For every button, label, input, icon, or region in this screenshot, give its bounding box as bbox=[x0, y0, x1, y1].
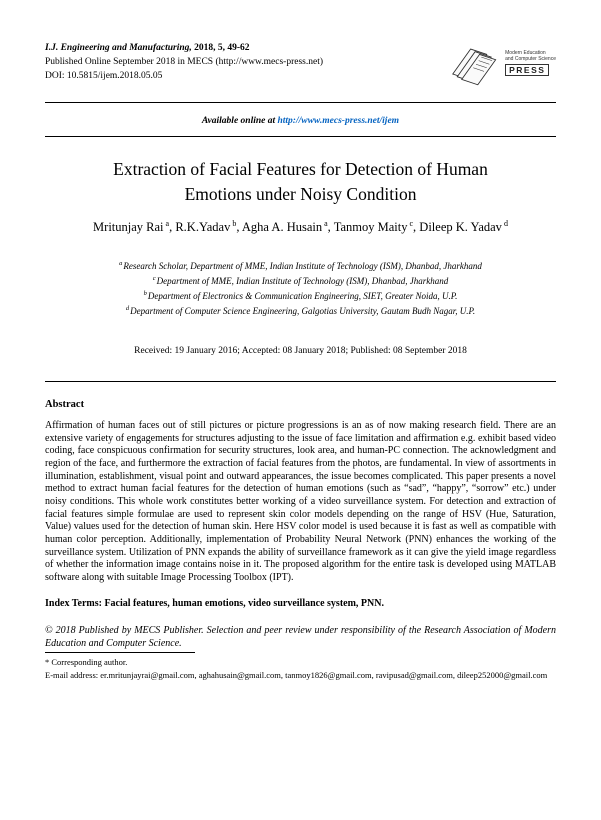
email-list: er.mritunjayrai@gmail.com, aghahusain@gmail.com, tanmoy1826@gmail.com, ravipusad@gmail.com, dileep252000@gmail.com bbox=[98, 670, 548, 680]
author: Tanmoy Maity $^c$, bbox=[333, 219, 417, 235]
journal-name: I.J. Engineering and Manufacturing, bbox=[45, 43, 192, 53]
logo-name-line2: and Computer Science bbox=[505, 56, 556, 62]
abstract-heading: Abstract bbox=[45, 398, 85, 410]
index-terms-label: Index Terms: bbox=[45, 597, 102, 609]
author-affiliation-mark: a bbox=[324, 219, 328, 228]
affiliations-block bbox=[45, 259, 556, 319]
logo-name-line1: Modern Education bbox=[505, 50, 546, 56]
journal-issue: 2018, 5, 49-62 bbox=[191, 43, 250, 53]
author: Mritunjay Rai $^a$, bbox=[93, 219, 173, 235]
author-affiliation-mark: d bbox=[503, 219, 508, 228]
author: Dileep K. Yadav $^d$ bbox=[419, 219, 508, 235]
journal-citation-line bbox=[45, 42, 323, 56]
copyright-notice: © 2018 Published by MECS Publisher. Selection and peer review under responsibility of the Research Association of Modern Education and Computer Science. bbox=[45, 624, 556, 649]
author-affiliation-mark: b bbox=[232, 219, 237, 228]
abstract-body: Affirmation of human faces out of still pictures or picture progressions is an as of now making research field. There are an extensive variety of engagements for structures adjusting to the issue of face limitation and affirmation e.g. exhibit based video coding, face conspicuous confirmation for security structures, look area, and human-PC connection. The acknowledgment and region of the face, and furthermore the extraction of facial features from the photos, are fundamental. In view of assortments in illumination, establishment, visual point and outward appearances, the issue becomes complicated. This paper presents a novel method to extract human facial features for the detection of human emotions (such as “sad”, “happy”, “sorrow” etc.) under noisy conditions. This whole work constitutes better working of a video surveillance system. For detection and extraction of facial features simple formulae are used to represent skin color models depending on the range of HSV (Hue, Saturation, Value) values used for the detection of human skin. Here HSV color model is used because it is fast as well as compatible with human color perception. Additionally, implementation of Probability Neural Network (PNN) enhances the working of the surveillance system. Utilization of PNN expands the ability of surveillance framework as it can give the yield image regardless of whether the information image contains noise in it. The proposed algorithm for the entire task is developed using MATLAB software along with suitable Image Processing Toolbox (IPT). bbox=[45, 419, 556, 584]
footnote-block bbox=[45, 652, 556, 682]
title-block-divider bbox=[45, 381, 556, 382]
available-online-prefix: Available online at bbox=[201, 116, 278, 126]
journal-url-link[interactable]: http://www.mecs-press.net/ijem bbox=[277, 116, 400, 126]
logo-press-label: PRESS bbox=[505, 64, 549, 76]
article-title: Extraction of Facial Features for Detection of Human Emotions under Noisy Condition bbox=[113, 159, 488, 204]
author-affiliation-mark: a bbox=[165, 219, 170, 228]
logo-text-block bbox=[505, 44, 556, 76]
available-online-line bbox=[45, 116, 556, 126]
author: Agha A. Husain $^a$, bbox=[241, 219, 331, 235]
affiliation-line: $^c$Department of MME, Indian Institute of Technology (ISM), Dhanbad, Jharkhand bbox=[152, 275, 449, 287]
published-online-line: Published Online September 2018 in MECS (http://www.mecs-press.net) bbox=[45, 56, 324, 67]
corresponding-author-note: * Corresponding author. bbox=[45, 657, 128, 667]
footnote-divider bbox=[45, 652, 195, 653]
author: R.K.Yadav $^b$, bbox=[175, 219, 240, 235]
journal-header-text bbox=[45, 42, 323, 83]
email-address-line bbox=[45, 669, 556, 682]
affiliation-line: $^b$Department of Electronics & Communication Engineering, SIET, Greater Noida, U.P. bbox=[143, 290, 458, 302]
index-terms-line bbox=[45, 598, 556, 609]
author-affiliation-mark: c bbox=[409, 219, 414, 228]
authors-line bbox=[45, 219, 556, 235]
available-online-divider bbox=[45, 136, 556, 137]
doi-line: DOI: 10.5815/ijem.2018.05.05 bbox=[45, 70, 163, 81]
header-divider bbox=[45, 102, 556, 103]
journal-header bbox=[45, 42, 556, 93]
affiliation-line: $^a$Research Scholar, Department of MME, Indian Institute of Technology (ISM), Dhanbad, Jharkhand bbox=[119, 260, 482, 272]
affiliation-line: $^d$Department of Computer Science Engineering, Galgotias University, Gautam Budh Nagar, U.P. bbox=[125, 304, 476, 316]
mecs-press-logo bbox=[451, 44, 556, 93]
book-pages-icon bbox=[451, 44, 501, 93]
dates-line: Received: 19 January 2016; Accepted: 08 January 2018; Published: 08 September 2018 bbox=[134, 345, 467, 356]
email-label: E-mail address: bbox=[45, 670, 99, 680]
index-terms-text: Facial features, human emotions, video surveillance system, PNN. bbox=[101, 597, 384, 609]
